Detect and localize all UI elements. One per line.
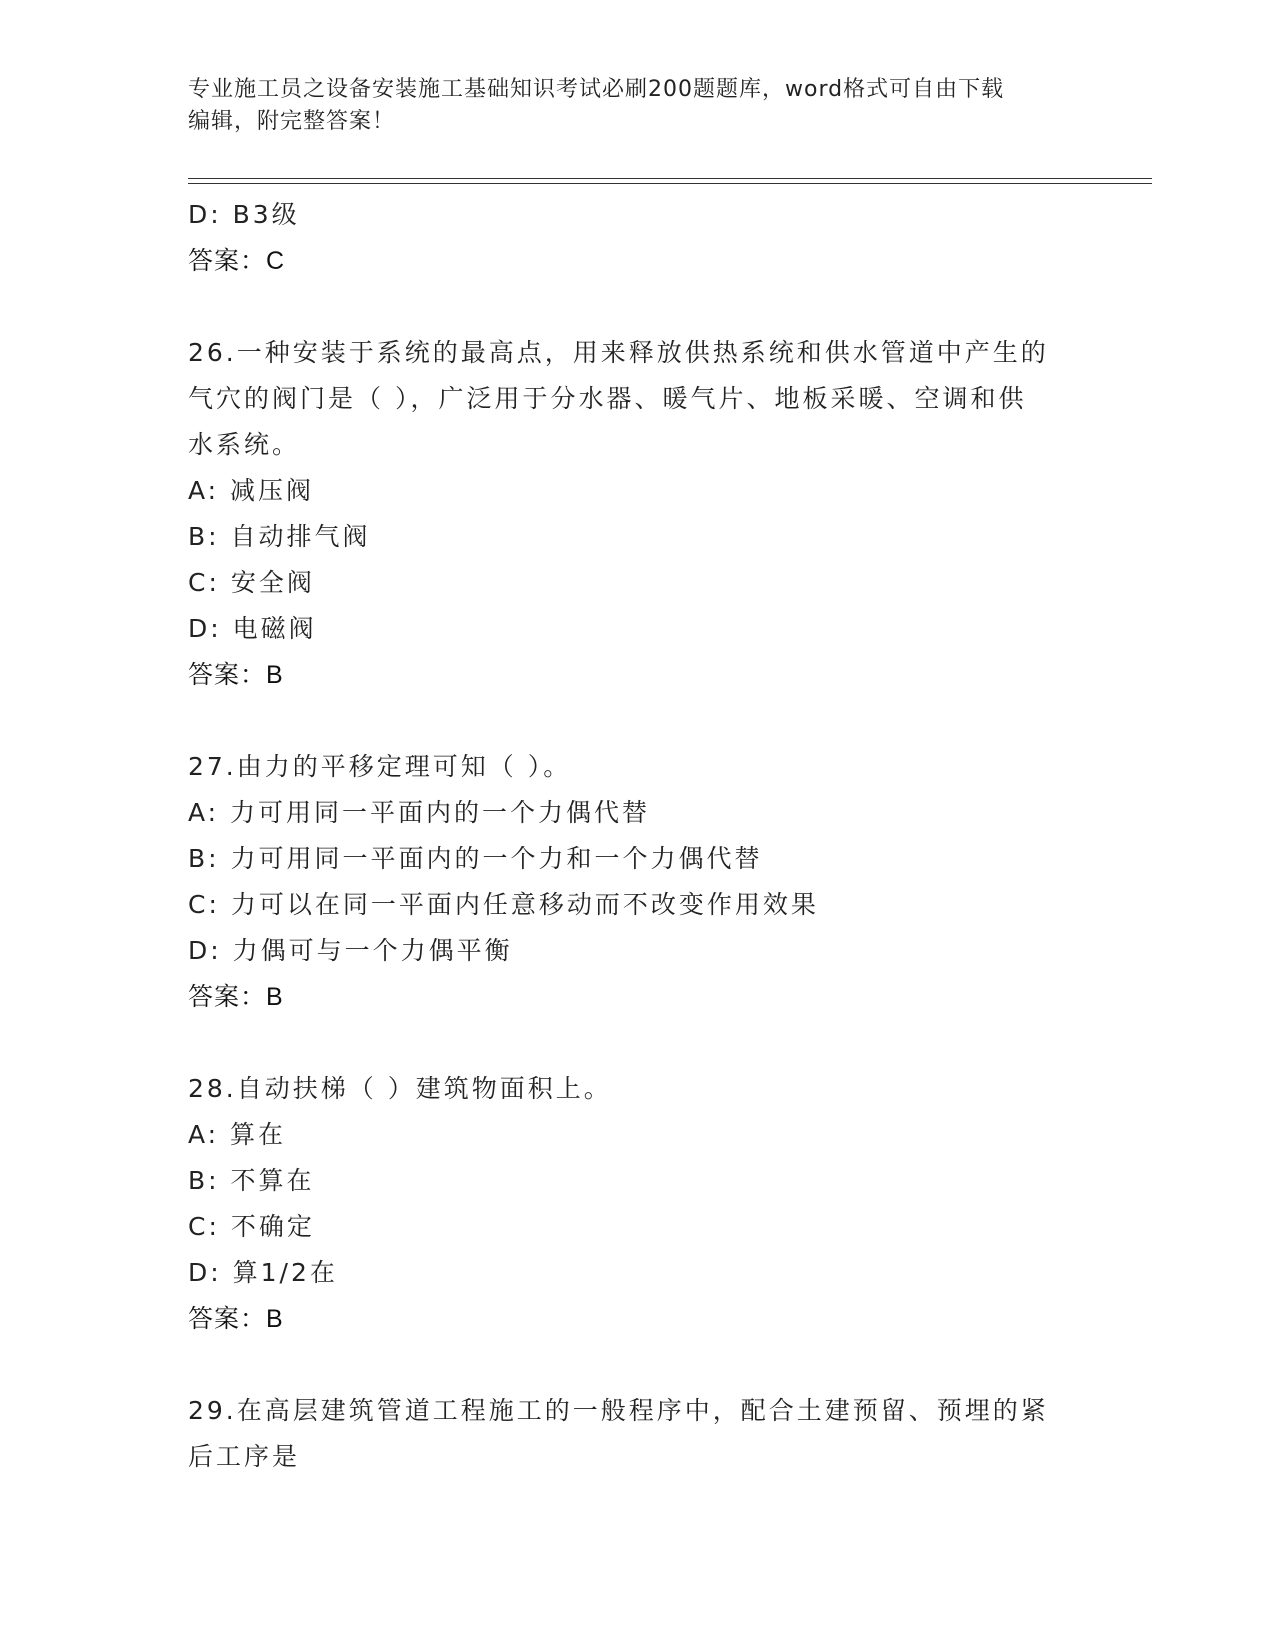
question-stem-line: 水系统。 [188,430,301,459]
question-stem-line: 29.在高层建筑管道工程施工的一般程序中，配合土建预留、预埋的紧 [188,1396,1049,1425]
option-d: D: B3级 [188,200,300,229]
question-stem-line: 后工序是 [188,1442,301,1471]
question-28 [188,1066,1088,1342]
question-stem-line: 26.一种安装于系统的最高点，用来释放供热系统和供水管道中产生的 [188,338,1049,367]
option-d: D: 算1/2在 [188,1258,338,1287]
option-b: B: 不算在 [188,1166,315,1195]
option-a: A: 力可用同一平面内的一个力偶代替 [188,798,651,827]
header-line-2: 编辑，附完整答案！ [188,109,396,134]
spacer [188,1342,1088,1388]
question-stem-line: 气穴的阀门是（ ），广泛用于分水器、暖气片、地板采暖、空调和供 [188,384,1027,413]
answer: 答案：C [188,247,286,275]
answer: 答案：B [188,1305,284,1333]
answer: 答案：B [188,983,284,1011]
question-stem: 28.自动扶梯（ ）建筑物面积上。 [188,1074,612,1103]
spacer [188,1020,1088,1066]
header-divider-bottom [188,183,1152,184]
question-27 [188,744,1088,1020]
question-25 [188,192,1088,284]
question-stem: 27.由力的平移定理可知（ ）。 [188,752,572,781]
option-c: C: 力可以在同一平面内任意移动而不改变作用效果 [188,890,819,919]
option-c: C: 不确定 [188,1212,315,1241]
option-a: A: 减压阀 [188,476,315,505]
option-b: B: 自动排气阀 [188,522,371,551]
option-a: A: 算在 [188,1120,287,1149]
spacer [188,698,1088,744]
document-header [188,74,1088,138]
option-b: B: 力可用同一平面内的一个力和一个力偶代替 [188,844,763,873]
answer: 答案：B [188,661,284,689]
question-29 [188,1388,1088,1480]
question-list [188,192,1088,1480]
spacer [188,284,1088,330]
header-line-1: 专业施工员之设备安装施工基础知识考试必刷200题题库，word格式可自由下载 [188,77,1005,102]
question-26 [188,330,1088,698]
option-d: D: 力偶可与一个力偶平衡 [188,936,513,965]
option-d: D: 电磁阀 [188,614,317,643]
option-c: C: 安全阀 [188,568,315,597]
header-divider-top [188,178,1152,179]
